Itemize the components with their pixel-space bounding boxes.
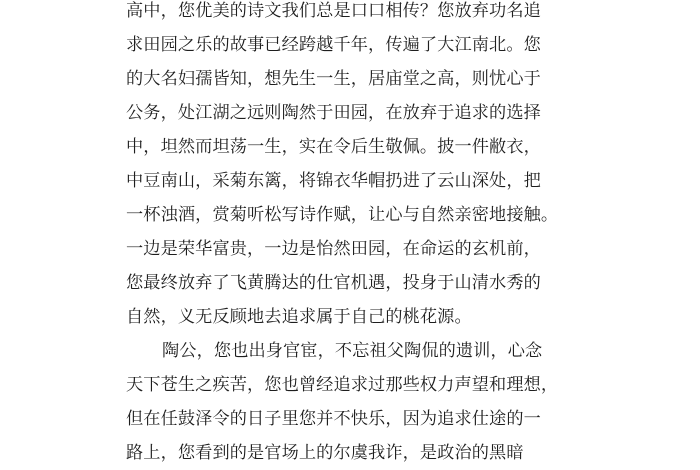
text-line: 路上，您看到的是官场上的尔虞我诈，是政治的黑暗 bbox=[126, 443, 524, 463]
paragraph-start-line: 陶公，您也出身官宦，不忘祖父陶侃的遗训，心念 bbox=[162, 341, 543, 361]
text-line: 中，坦然而坦荡一生，实在令后生敬佩。披一件敝衣， bbox=[126, 137, 541, 157]
text-line: 中豆南山，采菊东篱，将锦衣华帽扔进了云山深处，把 bbox=[126, 171, 541, 191]
essay-text bbox=[126, 0, 596, 470]
text-line: 一边是荣华富贵，一边是怡然田园，在命运的玄机前， bbox=[126, 239, 541, 259]
text-line: 您最终放弃了飞黄腾达的仕官机遇，投身于山清水秀的 bbox=[126, 273, 541, 293]
text-line: 天下苍生之疾苦，您也曾经追求过那些权力声望和理想， bbox=[126, 375, 559, 395]
text-line: 高中，您优美的诗文我们总是口口相传？您放弃功名追 bbox=[126, 1, 541, 21]
text-line: 自然，义无反顾地去追求属于自己的桃花源。 bbox=[126, 307, 472, 327]
text-line: 但在任鼓泽令的日子里您并不快乐，因为追求仕途的一 bbox=[126, 409, 541, 429]
text-line: 公务，处江湖之远则陶然于田园，在放弃于追求的选择 bbox=[126, 103, 541, 123]
text-line: 的大名妇孺皆知，想先生一生，居庙堂之高，则忧心于 bbox=[126, 69, 541, 89]
text-line: 求田园之乐的故事已经跨越千年，传遍了大江南北。您 bbox=[126, 35, 541, 55]
text-line: 一杯浊酒，赏菊听松写诗作赋，让心与自然亲密地接触。 bbox=[126, 205, 559, 225]
